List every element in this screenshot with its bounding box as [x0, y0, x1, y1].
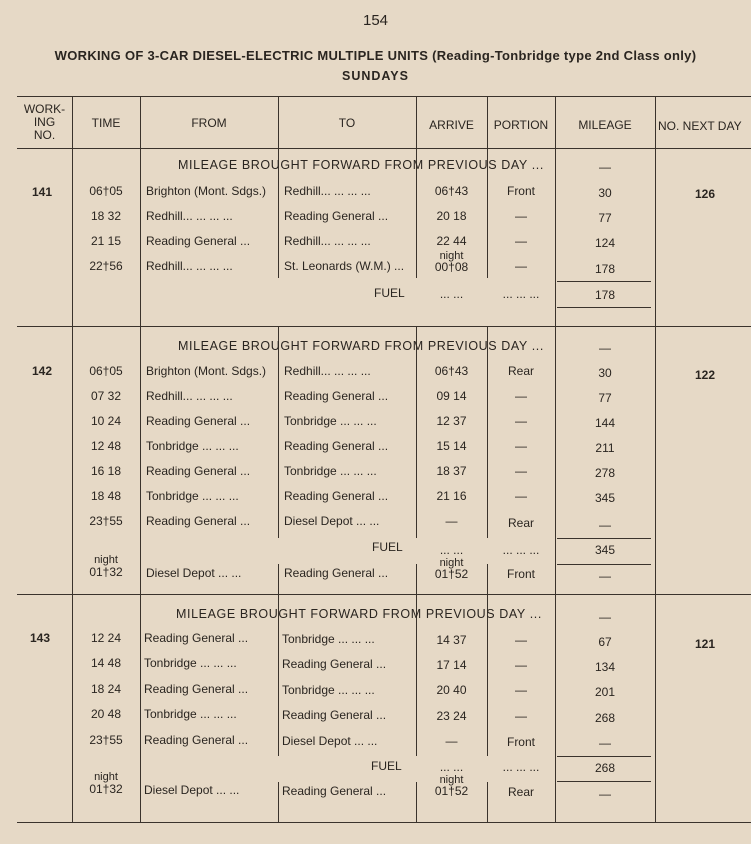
header-top-rule	[17, 96, 751, 97]
mileage-cell: 144	[594, 416, 616, 430]
from-cell: Diesel Depot ... ...	[146, 566, 242, 580]
fuel-arrive: ... ...	[439, 287, 464, 301]
from-cell: Reading General ...	[144, 733, 249, 747]
time-cell: 23†55	[89, 514, 123, 528]
subtotal-rule	[557, 756, 651, 757]
night-note: night	[94, 771, 118, 783]
portion-cell: —	[515, 439, 527, 453]
arrive-cell: 20 40	[436, 683, 467, 697]
mileage-cell: 278	[594, 466, 616, 480]
portion-cell: Front	[506, 184, 535, 198]
arrive-cell: —	[445, 734, 458, 748]
mileage-cell: 211	[595, 441, 615, 455]
total-rule	[557, 307, 651, 308]
mileage-cell: —	[599, 569, 611, 583]
header-divider	[555, 96, 556, 148]
night-note: night	[439, 774, 464, 786]
arrive-cell: 09 14	[436, 389, 467, 403]
portion-cell: Rear	[507, 785, 534, 799]
fuel-portion: ... ... ...	[502, 287, 540, 301]
to-cell: Redhill... ... ... ...	[284, 184, 371, 198]
header-divider	[72, 96, 73, 148]
mileage-cell: 201	[594, 685, 616, 699]
from-cell: Redhill... ... ... ...	[146, 389, 233, 403]
fuel-mileage: 268	[594, 761, 616, 775]
night-note: night	[439, 250, 464, 262]
to-cell: Reading General ...	[284, 439, 389, 453]
from-cell: Reading General ...	[146, 414, 251, 428]
portion-cell: —	[515, 464, 527, 478]
night-note: night	[94, 554, 118, 566]
to-cell: Tonbridge ... ... ...	[284, 414, 377, 428]
to-cell: Reading General ...	[282, 657, 387, 671]
portion-cell: Rear	[507, 364, 534, 378]
time-cell: 21 15	[90, 234, 122, 248]
portion-cell: —	[515, 209, 527, 223]
mileage-forward-label: MILEAGE BROUGHT FORWARD FROM PREVIOUS DAY ...	[178, 339, 544, 353]
time-cell: 06†05	[89, 364, 123, 378]
arrive-cell: 14 37	[436, 633, 467, 647]
from-cell: Reading General ...	[146, 464, 251, 478]
next-day-no: 121	[694, 637, 716, 651]
header-bottom-rule	[17, 148, 751, 149]
mileage-forward-label: MILEAGE BROUGHT FORWARD FROM PREVIOUS DAY ...	[176, 607, 542, 621]
header-time: TIME	[91, 116, 121, 130]
from-cell: Tonbridge ... ... ...	[144, 656, 237, 670]
from-cell: Reading General ...	[144, 682, 249, 696]
time-cell: 01†32	[89, 782, 123, 796]
time-cell: 18 48	[90, 489, 122, 503]
portion-cell: —	[515, 414, 527, 428]
working-no: 143	[30, 631, 51, 645]
portion-cell: —	[515, 489, 527, 503]
header-divider	[487, 96, 488, 148]
fuel-portion: ... ... ...	[502, 543, 540, 557]
fuel-label: FUEL	[374, 286, 405, 300]
arrive-cell: 12 37	[436, 414, 467, 428]
time-cell: 14 48	[90, 656, 122, 670]
from-cell: Reading General ...	[144, 631, 249, 645]
to-cell: Redhill... ... ... ...	[284, 364, 371, 378]
to-cell: Reading General ...	[282, 708, 387, 722]
page-number: 154	[362, 12, 389, 29]
header-mileage: MILEAGE	[578, 118, 632, 132]
from-cell: Diesel Depot ... ...	[144, 783, 240, 797]
column-divider	[278, 564, 279, 594]
arrive-cell: 01†52	[434, 567, 469, 581]
to-cell: Tonbridge ... ... ...	[282, 632, 375, 646]
portion-cell: —	[515, 683, 527, 697]
night-note: night	[439, 557, 464, 569]
portion-cell: Front	[506, 567, 535, 581]
portion-cell: —	[515, 234, 527, 248]
portion-cell: —	[515, 259, 527, 273]
column-divider	[487, 326, 488, 538]
column-divider	[655, 326, 656, 594]
column-divider	[140, 148, 141, 326]
fuel-label: FUEL	[372, 540, 403, 554]
column-divider	[278, 326, 279, 538]
section-divider	[17, 326, 751, 327]
arrive-cell: 22 44	[436, 234, 467, 248]
portion-cell: —	[515, 658, 527, 672]
mileage-cell: 268	[594, 711, 616, 725]
mileage-cell: 77	[598, 211, 612, 225]
to-cell: Reading General ...	[282, 784, 387, 798]
column-divider	[278, 782, 279, 822]
from-cell: Tonbridge ... ... ...	[146, 489, 239, 503]
next-day-no: 122	[694, 368, 716, 382]
total-rule	[557, 781, 651, 782]
working-no: 142	[32, 364, 53, 378]
forward-mileage: —	[599, 160, 611, 174]
mileage-cell: 345	[594, 491, 616, 505]
total-rule	[557, 564, 651, 565]
fuel-portion: ... ... ...	[502, 760, 540, 774]
header-divider	[278, 96, 279, 148]
mileage-cell: —	[599, 518, 611, 532]
portion-cell: —	[515, 709, 527, 723]
page-subtitle: SUNDAYS	[342, 69, 409, 83]
fuel-arrive: ... ...	[439, 760, 464, 774]
forward-mileage: —	[599, 341, 611, 355]
mileage-cell: 30	[598, 366, 612, 380]
column-divider	[655, 148, 656, 326]
time-cell: 12 24	[90, 631, 122, 645]
time-cell: 01†32	[89, 565, 123, 579]
arrive-cell: 01†52	[434, 784, 469, 798]
time-cell: 23†55	[89, 733, 123, 747]
arrive-cell: 06†43	[434, 364, 469, 378]
arrive-cell: 15 14	[436, 439, 467, 453]
arrive-cell: 21 16	[436, 489, 467, 503]
working-no: 141	[32, 185, 53, 199]
mileage-cell: 178	[594, 262, 616, 276]
to-cell: Tonbridge ... ... ...	[282, 683, 375, 697]
to-cell: Reading General ...	[284, 489, 389, 503]
header-divider	[655, 96, 656, 148]
arrive-cell: 00†08	[434, 260, 469, 274]
column-divider	[140, 326, 141, 594]
time-cell: 18 32	[90, 209, 122, 223]
subtotal-rule	[557, 281, 651, 282]
subtotal-rule	[557, 538, 651, 539]
fuel-mileage: 178	[594, 288, 616, 302]
column-divider	[416, 326, 417, 538]
header-next-day: NO. NEXT DAY	[658, 119, 742, 133]
to-cell: Diesel Depot ... ...	[284, 514, 380, 528]
time-cell: 07 32	[90, 389, 122, 403]
time-cell: 20 48	[90, 707, 122, 721]
from-cell: Redhill... ... ... ...	[146, 209, 233, 223]
from-cell: Tonbridge ... ... ...	[144, 707, 237, 721]
arrive-cell: —	[445, 514, 458, 528]
mileage-cell: 30	[598, 186, 612, 200]
from-cell: Brighton (Mont. Sdgs.)	[146, 364, 267, 378]
from-cell: Reading General ...	[146, 514, 251, 528]
forward-mileage: —	[599, 610, 611, 624]
to-cell: Reading General ...	[284, 389, 389, 403]
portion-cell: —	[515, 633, 527, 647]
portion-cell: Front	[506, 735, 535, 749]
portion-cell: Rear	[507, 516, 534, 530]
to-cell: Reading General ...	[284, 566, 389, 580]
header-to: TO	[338, 116, 356, 130]
header-divider	[416, 96, 417, 148]
fuel-arrive: ... ...	[439, 543, 464, 557]
header-arrive: ARRIVE	[429, 118, 474, 132]
from-cell: Tonbridge ... ... ...	[146, 439, 239, 453]
mileage-cell: 134	[594, 660, 616, 674]
next-day-no: 126	[694, 187, 716, 201]
header-working-no: WORK- ING NO.	[23, 102, 66, 142]
to-cell: Tonbridge ... ... ...	[284, 464, 377, 478]
header-from: FROM	[191, 116, 227, 130]
time-cell: 12 48	[90, 439, 122, 453]
to-cell: Reading General ...	[284, 209, 389, 223]
time-cell: 18 24	[90, 682, 122, 696]
header-portion: PORTION	[493, 118, 549, 132]
mileage-cell: —	[599, 736, 611, 750]
time-cell: 22†56	[89, 259, 123, 273]
arrive-cell: 20 18	[436, 209, 467, 223]
mileage-cell: —	[599, 787, 611, 801]
from-cell: Brighton (Mont. Sdgs.)	[146, 184, 267, 198]
fuel-mileage: 345	[594, 543, 616, 557]
mileage-cell: 77	[598, 391, 612, 405]
fuel-label: FUEL	[371, 759, 402, 773]
arrive-cell: 06†43	[434, 184, 469, 198]
to-cell: Diesel Depot ... ...	[282, 734, 378, 748]
page-title: WORKING OF 3-CAR DIESEL-ELECTRIC MULTIPLE UNITS (Reading-Tonbridge type 2nd Class only)	[54, 48, 697, 63]
from-cell: Reading General ...	[146, 234, 251, 248]
from-cell: Redhill... ... ... ...	[146, 259, 233, 273]
arrive-cell: 23 24	[436, 709, 467, 723]
time-cell: 16 18	[90, 464, 122, 478]
to-cell: Redhill... ... ... ...	[284, 234, 371, 248]
header-divider	[140, 96, 141, 148]
arrive-cell: 17 14	[436, 658, 467, 672]
mileage-cell: 124	[594, 236, 616, 250]
arrive-cell: 18 37	[436, 464, 467, 478]
portion-cell: —	[515, 389, 527, 403]
table-bottom-rule	[17, 822, 751, 823]
column-divider	[140, 594, 141, 822]
mileage-forward-label: MILEAGE BROUGHT FORWARD FROM PREVIOUS DAY ...	[178, 158, 544, 172]
time-cell: 10 24	[90, 414, 122, 428]
section-divider	[17, 594, 751, 595]
column-divider	[655, 594, 656, 822]
to-cell: St. Leonards (W.M.) ...	[284, 259, 405, 273]
mileage-cell: 67	[598, 635, 612, 649]
time-cell: 06†05	[89, 184, 123, 198]
